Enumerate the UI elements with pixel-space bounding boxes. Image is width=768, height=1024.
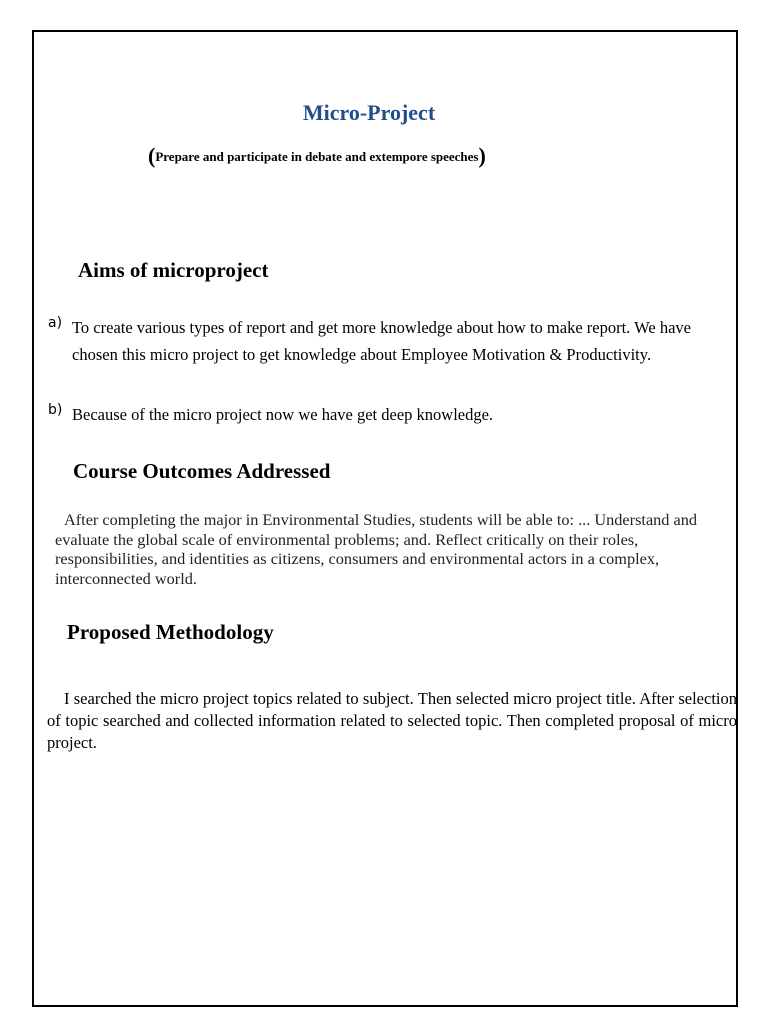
methodology-paragraph: I searched the micro project topics related to subject. Then selected micro project title. After selection of topic searched and collected information related to selected topic. Then completed proposal of micro project. <box>47 689 737 752</box>
list-marker: a) <box>48 315 63 331</box>
outcomes-heading: Course Outcomes Addressed <box>73 459 331 483</box>
list-item-text: Because of the micro project now we have get deep knowledge. <box>72 405 494 424</box>
document-subtitle <box>148 143 486 169</box>
subtitle-open-paren: ( <box>148 143 156 168</box>
document-title: Micro-Project <box>302 100 436 125</box>
subtitle-text: Prepare and participate in debate and extempore speeches <box>155 149 479 164</box>
outcomes-paragraph: After completing the major in Environmental Studies, students will be able to: ... Understand and evaluate the global scale of environmental problems; and. Reflect critically on their roles, responsibilities, and identities as citizens, consumers and environmental actors in a complex, interconnected world. <box>55 510 698 588</box>
list-marker: b) <box>48 402 63 418</box>
aims-heading: Aims of microproject <box>78 258 269 282</box>
methodology-heading: Proposed Methodology <box>67 620 274 644</box>
subtitle-close-paren: ) <box>478 143 486 168</box>
list-item-text: To create various types of report and get more knowledge about how to make report. We have chosen this micro project to get knowledge about Employee Motivation & Productivity. <box>72 318 691 364</box>
